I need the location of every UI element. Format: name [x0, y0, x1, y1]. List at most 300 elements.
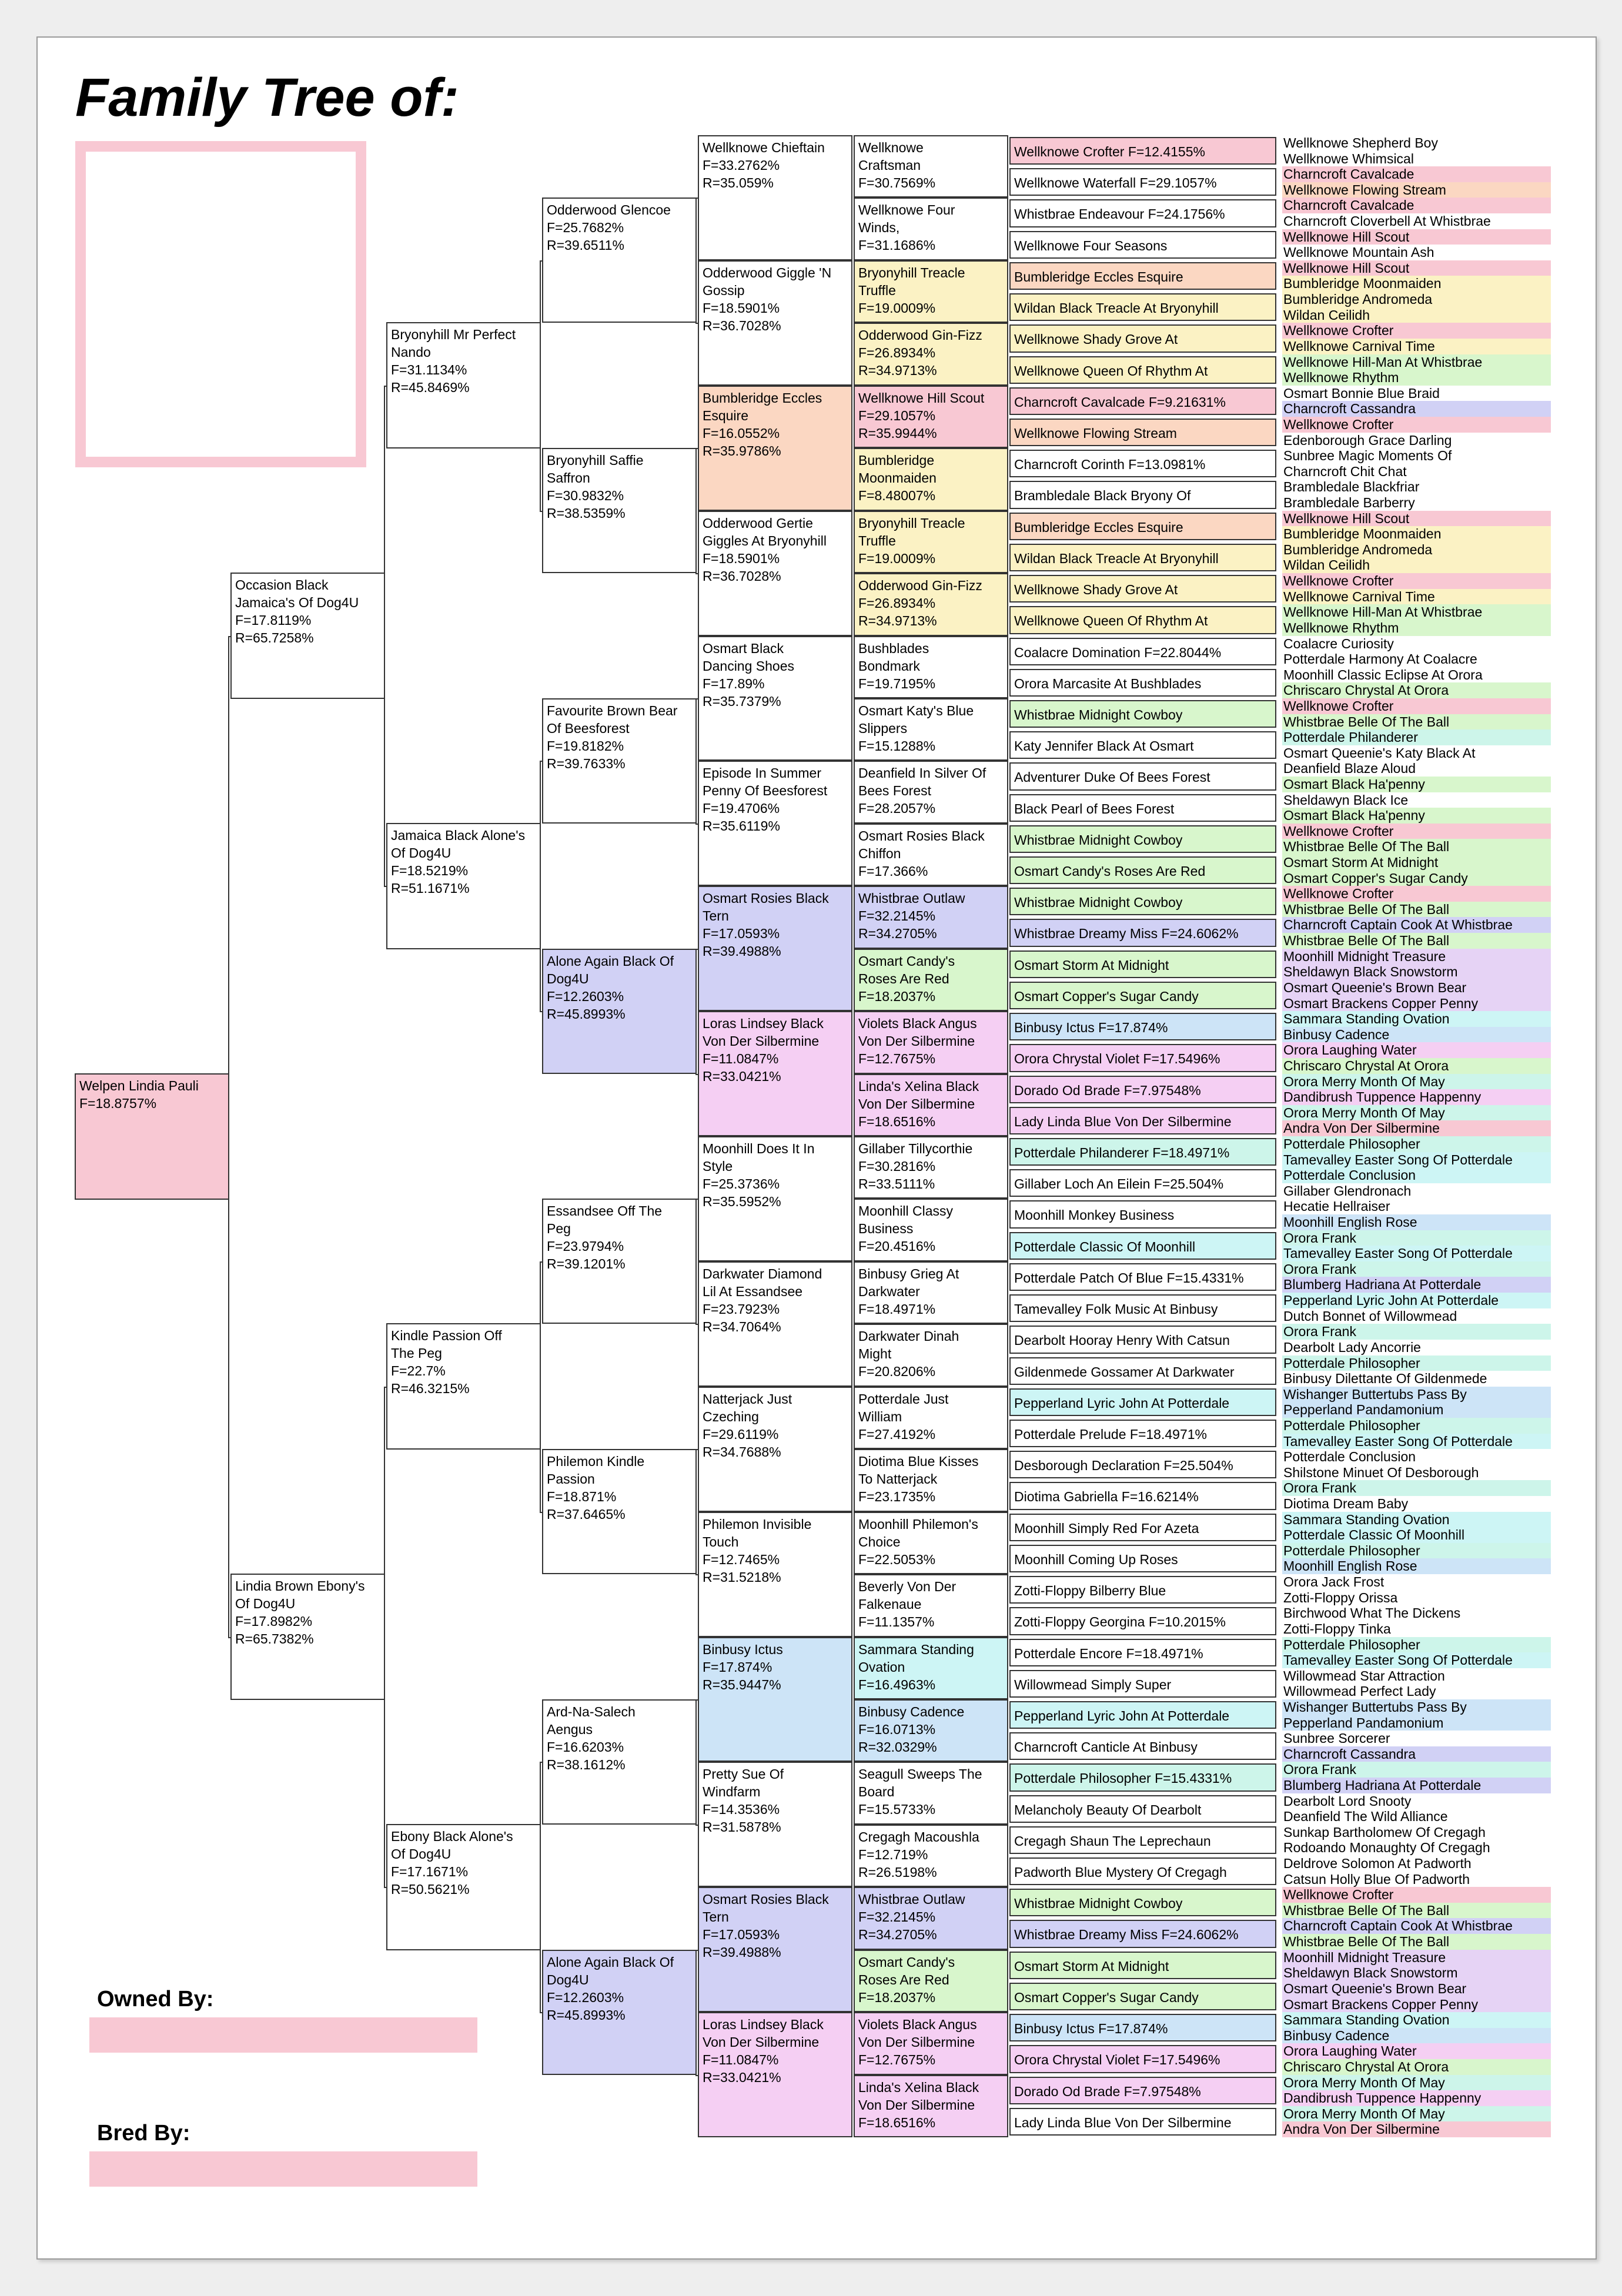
ancestor-gen7-box[interactable]	[1009, 950, 1276, 978]
ancestor-gen8-entry[interactable]: Tamevalley Easter Song Of Potterdale	[1282, 1152, 1551, 1168]
ancestor-gen8-entry[interactable]: Wellknowe Crofter	[1282, 886, 1551, 902]
ancestor-gen7-box[interactable]	[1009, 1107, 1276, 1134]
ancestor-gen5-box[interactable]	[698, 1762, 852, 1887]
ancestor-gen7-box[interactable]	[1009, 1076, 1276, 1103]
ancestor-gen8-entry[interactable]: Moonhill Midnight Treasure	[1282, 949, 1551, 965]
ancestor-gen8-entry[interactable]: Orora Frank	[1282, 1261, 1551, 1277]
ancestor-gen6-box[interactable]	[854, 2075, 1008, 2137]
ancestor-detail: Jamaica Black Alone's	[391, 827, 526, 843]
ancestor-gen8-entry[interactable]: Orora Laughing Water	[1282, 1042, 1551, 1058]
ancestor-gen7-box[interactable]	[1009, 1576, 1276, 1604]
ancestor-detail: F=11.1357%	[858, 1614, 935, 1630]
bred-by-label: Bred By:	[97, 2121, 190, 2146]
ancestor-gen8-entry[interactable]: Potterdale Harmony At Coalacre	[1282, 651, 1551, 667]
ancestor-gen8-entry[interactable]: Chriscaro Chrystal At Orora	[1282, 2059, 1551, 2075]
ancestor-detail: Von Der Silbermine	[858, 2097, 975, 2113]
ancestor-gen8-entry[interactable]: Wellknowe Hill-Man At Whistbrae	[1282, 354, 1551, 370]
ancestor-gen8-entry[interactable]: Wellknowe Flowing Stream	[1282, 182, 1551, 198]
ancestor-gen8-entry[interactable]: Deldrove Solomon At Padworth	[1282, 1856, 1551, 1872]
ancestor-gen8-entry[interactable]: Wellknowe Hill Scout	[1282, 229, 1551, 245]
ancestor-gen5-box[interactable]	[698, 886, 852, 1011]
ancestor-gen5-box[interactable]	[698, 1637, 852, 1762]
ancestor-gen7-box[interactable]	[1009, 387, 1276, 415]
ancestor-gen8-entry[interactable]: Orora Merry Month Of May	[1282, 1074, 1551, 1090]
ancestor-gen6-box[interactable]	[854, 698, 1008, 761]
ancestor-detail: Jamaica's Of Dog4U	[235, 595, 359, 610]
ancestor-gen7-box[interactable]	[1009, 1889, 1276, 1916]
ancestor-gen8-entry[interactable]: Charncroft Captain Cook At Whistbrae	[1282, 1918, 1551, 1934]
ancestor-gen6-box[interactable]	[854, 1887, 1008, 1949]
ancestor-gen8-entry[interactable]: Andra Von Der Silbermine	[1282, 2121, 1551, 2137]
ancestor-gen7-box[interactable]	[1009, 700, 1276, 728]
ancestor-gen5-box[interactable]	[698, 1387, 852, 1512]
ancestor-gen3-box[interactable]	[386, 1323, 541, 1450]
ancestor-gen6-box[interactable]	[854, 386, 1008, 448]
ancestor-gen8-entry[interactable]: Wellknowe Crofter	[1282, 1887, 1551, 1903]
ancestor-gen8-entry[interactable]: Chriscaro Chrystal At Orora	[1282, 682, 1551, 698]
ancestor-name: Whistbrae Dreamy Miss F=24.6062%	[1014, 926, 1239, 942]
ancestor-detail: Von Der Silbermine	[858, 2034, 975, 2050]
ancestor-detail: Binbusy Grieg At	[858, 1266, 959, 1281]
ancestor-detail: F=12.7675%	[858, 1051, 936, 1067]
ancestor-gen7-box[interactable]	[1009, 1013, 1276, 1040]
ancestor-gen6-box[interactable]	[854, 260, 1008, 323]
ancestor-gen3-box[interactable]	[386, 1824, 541, 1950]
ancestor-gen8-entry[interactable]: Blumberg Hadriana At Potterdale	[1282, 1277, 1551, 1293]
ancestor-gen6-box[interactable]	[854, 1324, 1008, 1386]
ancestor-gen8-entry[interactable]: Charncroft Cassandra	[1282, 401, 1551, 417]
ancestor-gen8-entry[interactable]: Wellknowe Rhythm	[1282, 370, 1551, 386]
ancestor-gen7-box[interactable]	[1009, 1388, 1276, 1416]
connector-line	[695, 1199, 697, 1324]
ancestor-gen8-entry[interactable]: Osmart Black Ha'penny	[1282, 808, 1551, 824]
ancestor-gen8-entry[interactable]: Moonhill English Rose	[1282, 1558, 1551, 1574]
ancestor-gen8-entry[interactable]: Wellknowe Shepherd Boy	[1282, 135, 1551, 151]
ancestor-gen5-box[interactable]	[698, 511, 852, 636]
ancestor-gen8-entry[interactable]: Osmart Copper's Sugar Candy	[1282, 871, 1551, 886]
ancestor-gen8-entry[interactable]: Potterdale Conclusion	[1282, 1167, 1551, 1183]
ancestor-gen8-entry[interactable]: Wellknowe Crofter	[1282, 323, 1551, 339]
ancestor-gen8-entry[interactable]: Whistbrae Belle Of The Ball	[1282, 1934, 1551, 1950]
ancestor-gen6-box[interactable]	[854, 824, 1008, 886]
ancestor-gen7-box[interactable]	[1009, 1795, 1276, 1823]
ancestor-gen8-entry[interactable]: Deanfield The Wild Alliance	[1282, 1809, 1551, 1825]
ancestor-gen7-box[interactable]	[1009, 1952, 1276, 1979]
ancestor-gen8-entry[interactable]: Sheldawyn Black Snowstorm	[1282, 964, 1551, 980]
ancestor-detail: F=26.8934%	[858, 345, 936, 361]
ancestor-detail: F=17.0593%	[703, 926, 780, 942]
ancestor-gen7-box[interactable]	[1009, 513, 1276, 540]
ancestor-gen8-entry[interactable]: Potterdale Classic Of Moonhill	[1282, 1527, 1551, 1543]
ancestor-gen7-box[interactable]	[1009, 1514, 1276, 1541]
ancestor-gen5-box[interactable]	[698, 1011, 852, 1136]
ancestor-gen8-entry[interactable]: Brambledale Blackfriar	[1282, 479, 1551, 495]
photo-frame[interactable]	[75, 141, 366, 467]
ancestor-gen8-entry[interactable]: Whistbrae Belle Of The Ball	[1282, 1903, 1551, 1919]
ancestor-gen8-entry[interactable]: Hecatie Hellraiser	[1282, 1199, 1551, 1214]
ancestor-gen8-entry[interactable]: Orora Merry Month Of May	[1282, 2075, 1551, 2091]
ancestor-gen8-entry[interactable]: Brambledale Barberry	[1282, 495, 1551, 511]
ancestor-gen8-entry[interactable]: Wellknowe Crofter	[1282, 573, 1551, 589]
ancestor-gen8-entry[interactable]: Charncroft Captain Cook At Whistbrae	[1282, 917, 1551, 933]
ancestor-detail: R=31.5878%	[703, 1819, 781, 1835]
ancestor-gen8-entry[interactable]: Potterdale Conclusion	[1282, 1449, 1551, 1465]
ancestor-gen7-box[interactable]	[1009, 919, 1276, 946]
ancestor-gen7-box[interactable]	[1009, 1732, 1276, 1760]
ancestor-gen4-box[interactable]	[542, 1699, 697, 1825]
ancestor-gen6-box[interactable]	[854, 1449, 1008, 1511]
ancestor-gen8-entry[interactable]: Sammara Standing Ovation	[1282, 1512, 1551, 1528]
ancestor-gen7-box[interactable]	[1009, 1639, 1276, 1666]
ancestor-gen8-entry[interactable]: Chriscaro Chrystal At Orora	[1282, 1058, 1551, 1074]
ancestor-gen7-box[interactable]	[1009, 794, 1276, 822]
ancestor-gen7-box[interactable]	[1009, 2045, 1276, 2073]
ancestor-gen6-box[interactable]	[854, 198, 1008, 260]
ancestor-gen7-box[interactable]	[1009, 1920, 1276, 1947]
ancestor-gen8-entry[interactable]: Charncroft Cavalcade	[1282, 166, 1551, 182]
ancestor-gen6-box[interactable]	[854, 636, 1008, 698]
ancestor-gen7-box[interactable]	[1009, 1420, 1276, 1447]
ancestor-detail: Essandsee Off The	[547, 1203, 663, 1219]
ancestor-gen6-box[interactable]	[854, 1074, 1008, 1136]
ancestor-detail: R=34.2705%	[858, 1927, 937, 1943]
ancestor-gen8-entry[interactable]: Binbusy Cadence	[1282, 1027, 1551, 1043]
ancestor-gen7-box[interactable]	[1009, 669, 1276, 697]
ancestor-gen8-entry[interactable]: Bumbleridge Moonmaiden	[1282, 526, 1551, 542]
ancestor-gen7-box[interactable]	[1009, 2014, 1276, 2041]
ancestor-gen7-box[interactable]	[1009, 293, 1276, 321]
ancestor-gen8-entry[interactable]: Orora Frank	[1282, 1230, 1551, 1246]
ancestor-gen8-entry[interactable]: Coalacre Curiosity	[1282, 636, 1551, 652]
ancestor-gen7-box[interactable]	[1009, 762, 1276, 790]
ancestor-gen8-entry[interactable]: Wishanger Buttertubs Pass By	[1282, 1387, 1551, 1403]
ancestor-detail: Bondmark	[858, 658, 920, 674]
ancestor-gen8-entry[interactable]: Orora Merry Month Of May	[1282, 1105, 1551, 1121]
ancestor-gen7-box[interactable]	[1009, 1607, 1276, 1635]
ancestor-gen8-entry[interactable]: Diotima Dream Baby	[1282, 1496, 1551, 1512]
ancestor-gen6-box[interactable]	[854, 448, 1008, 510]
ancestor-gen8-entry[interactable]: Wellknowe Whimsical	[1282, 151, 1551, 167]
ancestor-gen6-box[interactable]	[854, 1762, 1008, 1824]
ancestor-gen8-entry[interactable]: Dandibrush Tuppence Happenny	[1282, 2090, 1551, 2106]
ancestor-gen7-box[interactable]	[1009, 825, 1276, 853]
ancestor-gen8-entry[interactable]: Binbusy Cadence	[1282, 2028, 1551, 2044]
ancestor-gen5-box[interactable]	[698, 135, 852, 260]
ancestor-gen8-entry[interactable]: Wellknowe Mountain Ash	[1282, 245, 1551, 260]
connector-line	[695, 198, 697, 323]
ancestor-gen7-box[interactable]	[1009, 1326, 1276, 1353]
ancestor-gen6-box[interactable]	[854, 2012, 1008, 2074]
ancestor-gen7-box[interactable]	[1009, 199, 1276, 227]
ancestor-gen8-entry[interactable]: Orora Merry Month Of May	[1282, 2106, 1551, 2122]
ancestor-gen6-box[interactable]	[854, 1199, 1008, 1261]
ancestor-gen7-box[interactable]	[1009, 1545, 1276, 1572]
ancestor-name: Potterdale Classic Of Moonhill	[1014, 1239, 1196, 1254]
ancestor-detail: Tern	[703, 908, 729, 924]
ancestor-gen6-box[interactable]	[854, 1699, 1008, 1762]
ancestor-gen8-entry[interactable]: Dearbolt Lord Snooty	[1282, 1793, 1551, 1809]
ancestor-gen7-box[interactable]	[1009, 1763, 1276, 1791]
ancestor-detail: F=30.9832%	[547, 488, 624, 504]
ancestor-gen7-box[interactable]	[1009, 1701, 1276, 1729]
ancestor-gen8-entry[interactable]: Tamevalley Easter Song Of Potterdale	[1282, 1652, 1551, 1668]
ancestor-gen8-entry[interactable]: Catsun Holly Blue Of Padworth	[1282, 1872, 1551, 1887]
ancestor-gen7-box[interactable]	[1009, 450, 1276, 477]
ancestor-gen6-box[interactable]	[854, 1574, 1008, 1636]
ancestor-gen4-box[interactable]	[542, 949, 697, 1074]
ancestor-gen7-box[interactable]	[1009, 1670, 1276, 1698]
ancestor-gen8-entry[interactable]: Bumbleridge Andromeda	[1282, 292, 1551, 307]
ancestor-gen7-box[interactable]	[1009, 1294, 1276, 1322]
ancestor-gen8-entry[interactable]: Gillaber Glendronach	[1282, 1183, 1551, 1199]
ancestor-gen2-box[interactable]	[230, 573, 385, 699]
ancestor-gen8-entry[interactable]: Potterdale Philosopher	[1282, 1355, 1551, 1371]
ancestor-gen5-box[interactable]	[698, 1887, 852, 2012]
ancestor-gen8-entry[interactable]: Charncroft Cassandra	[1282, 1746, 1551, 1762]
ancestor-gen8-entry[interactable]: Tamevalley Easter Song Of Potterdale	[1282, 1434, 1551, 1450]
ancestor-gen8-entry[interactable]: Charncroft Chit Chat	[1282, 464, 1551, 480]
ancestor-detail: F=31.1134%	[391, 362, 467, 378]
ancestor-detail: Ard-Na-Salech	[547, 1703, 636, 1719]
ancestor-detail: F=12.719%	[858, 1846, 928, 1862]
ancestor-gen8-entry[interactable]: Osmart Brackens Copper Penny	[1282, 1997, 1551, 2013]
ancestor-gen8-entry[interactable]: Moonhill Classic Eclipse At Orora	[1282, 667, 1551, 683]
ancestor-gen8-entry[interactable]: Blumberg Hadriana At Potterdale	[1282, 1778, 1551, 1793]
ancestor-gen8-entry[interactable]: Rodoando Monaughty Of Cregagh	[1282, 1840, 1551, 1856]
ancestor-gen8-entry[interactable]: Osmart Queenie's Brown Bear	[1282, 980, 1551, 996]
ancestor-gen7-box[interactable]	[1009, 888, 1276, 915]
ancestor-detail: Darkwater	[858, 1283, 920, 1299]
ancestor-gen8-entry[interactable]: Whistbrae Belle Of The Ball	[1282, 839, 1551, 855]
ancestor-gen2-box[interactable]	[230, 1574, 385, 1700]
ancestor-gen7-box[interactable]	[1009, 544, 1276, 571]
ancestor-gen7-box[interactable]	[1009, 231, 1276, 259]
ancestor-gen6-box[interactable]	[854, 949, 1008, 1011]
ancestor-gen8-entry[interactable]: Wellknowe Carnival Time	[1282, 339, 1551, 354]
ancestor-gen6-box[interactable]	[854, 511, 1008, 573]
ancestor-gen8-entry[interactable]: Whistbrae Belle Of The Ball	[1282, 714, 1551, 730]
ancestor-detail: Bees Forest	[858, 783, 931, 799]
ancestor-name: Pepperland Lyric John At Potterdale	[1014, 1395, 1230, 1411]
ancestor-gen6-box[interactable]	[854, 1261, 1008, 1324]
ancestor-gen8-entry[interactable]: Charncroft Cavalcade	[1282, 198, 1551, 213]
ancestor-gen8-entry[interactable]: Potterdale Philosopher	[1282, 1418, 1551, 1434]
ancestor-gen7-box[interactable]	[1009, 1044, 1276, 1072]
ancestor-gen8-entry[interactable]: Osmart Queenie's Brown Bear	[1282, 1981, 1551, 1997]
ancestor-gen5-box[interactable]	[698, 260, 852, 386]
ancestor-gen8-entry[interactable]: Wellknowe Hill-Man At Whistbrae	[1282, 604, 1551, 620]
ancestor-detail: Saffron	[547, 470, 590, 486]
ancestor-gen5-box[interactable]	[698, 1261, 852, 1387]
ancestor-gen8-entry[interactable]: Sunbree Sorcerer	[1282, 1731, 1551, 1746]
ancestor-name: Osmart Storm At Midnight	[1014, 1958, 1169, 1974]
ancestor-gen7-box[interactable]	[1009, 1138, 1276, 1166]
ancestor-gen8-entry[interactable]: Dearbolt Lady Ancorrie	[1282, 1340, 1551, 1355]
ancestor-gen8-entry[interactable]: Wildan Ceilidh	[1282, 557, 1551, 573]
ancestor-gen8-entry[interactable]: Wellknowe Rhythm	[1282, 620, 1551, 636]
ancestor-gen8-entry[interactable]: Osmart Brackens Copper Penny	[1282, 996, 1551, 1012]
ancestor-gen6-box[interactable]	[854, 1512, 1008, 1574]
ancestor-gen8-entry[interactable]: Willowmead Perfect Lady	[1282, 1683, 1551, 1699]
ancestor-gen7-box[interactable]	[1009, 2108, 1276, 2136]
ancestor-gen8-entry[interactable]: Wellknowe Crofter	[1282, 417, 1551, 433]
ancestor-gen8-entry[interactable]: Sammara Standing Ovation	[1282, 2012, 1551, 2028]
ancestor-gen7-box[interactable]	[1009, 2077, 1276, 2104]
ancestor-gen4-box[interactable]	[542, 1199, 697, 1324]
ancestor-gen8-entry[interactable]: Wildan Ceilidh	[1282, 307, 1551, 323]
ancestor-name: Binbusy Ictus F=17.874%	[1014, 2021, 1168, 2037]
ancestor-gen7-box[interactable]	[1009, 856, 1276, 884]
ancestor-gen4-box[interactable]	[542, 698, 697, 824]
ancestor-gen8-entry[interactable]: Moonhill English Rose	[1282, 1214, 1551, 1230]
ancestor-gen8-entry[interactable]: Bumbleridge Moonmaiden	[1282, 276, 1551, 292]
ancestor-gen8-entry[interactable]: Birchwood What The Dickens	[1282, 1605, 1551, 1621]
ancestor-gen7-box[interactable]	[1009, 1482, 1276, 1510]
ancestor-gen6-box[interactable]	[854, 1950, 1008, 2012]
ancestor-gen6-box[interactable]	[854, 761, 1008, 823]
ancestor-gen8-entry[interactable]: Tamevalley Easter Song Of Potterdale	[1282, 1246, 1551, 1261]
ancestor-gen4-box[interactable]	[542, 198, 697, 323]
ancestor-gen6-box[interactable]	[854, 1637, 1008, 1699]
ancestor-gen8-entry[interactable]: Wellknowe Hill Scout	[1282, 511, 1551, 527]
ancestor-detail: F=22.5053%	[858, 1551, 936, 1567]
ancestor-gen8-entry[interactable]: Wishanger Buttertubs Pass By	[1282, 1699, 1551, 1715]
ancestor-gen8-entry[interactable]: Wellknowe Crofter	[1282, 698, 1551, 714]
ancestor-gen7-box[interactable]	[1009, 419, 1276, 446]
ancestor-gen8-entry[interactable]: Orora Frank	[1282, 1480, 1551, 1496]
ancestor-gen8-entry[interactable]: Moonhill Midnight Treasure	[1282, 1950, 1551, 1966]
ancestor-gen8-entry[interactable]: Willowmead Star Attraction	[1282, 1668, 1551, 1684]
bred-by-field[interactable]	[89, 2151, 477, 2187]
ancestor-gen8-entry[interactable]: Sunbree Magic Moments Of	[1282, 448, 1551, 464]
ancestor-gen8-entry[interactable]: Edenborough Grace Darling	[1282, 433, 1551, 449]
ancestor-gen6-box[interactable]	[854, 573, 1008, 635]
subject-dog-box[interactable]	[75, 1073, 229, 1200]
ancestor-gen8-entry[interactable]: Charncroft Cloverbell At Whistbrae	[1282, 213, 1551, 229]
ancestor-name: Osmart Storm At Midnight	[1014, 957, 1169, 973]
ancestor-gen8-entry[interactable]: Orora Frank	[1282, 1324, 1551, 1340]
ancestor-gen8-entry[interactable]: Potterdale Philosopher	[1282, 1136, 1551, 1152]
ancestor-gen7-box[interactable]	[1009, 606, 1276, 634]
ancestor-detail: Wellknowe Four	[858, 202, 955, 218]
ancestor-gen6-box[interactable]	[854, 323, 1008, 385]
ancestor-gen7-box[interactable]	[1009, 982, 1276, 1009]
ancestor-gen8-entry[interactable]: Pepperland Lyric John At Potterdale	[1282, 1293, 1551, 1308]
ancestor-detail: F=14.3536%	[703, 1802, 780, 1818]
ancestor-gen7-box[interactable]	[1009, 638, 1276, 665]
ancestor-gen8-entry[interactable]: Dutch Bonnet of Willowmead	[1282, 1308, 1551, 1324]
ancestor-gen5-box[interactable]	[698, 1136, 852, 1261]
ancestor-gen7-box[interactable]	[1009, 1983, 1276, 2010]
ancestor-gen7-box[interactable]	[1009, 324, 1276, 352]
ancestor-gen8-entry[interactable]: Whistbrae Belle Of The Ball	[1282, 933, 1551, 949]
ancestor-name: Moonhill Monkey Business	[1014, 1207, 1175, 1223]
ancestor-gen8-entry[interactable]: Wellknowe Crofter	[1282, 824, 1551, 839]
ancestor-gen6-box[interactable]	[854, 1011, 1008, 1073]
ancestor-detail: To Natterjack	[858, 1471, 938, 1487]
ancestor-gen8-entry[interactable]: Orora Frank	[1282, 1762, 1551, 1778]
ancestor-gen7-box[interactable]	[1009, 1200, 1276, 1228]
ancestor-gen8-entry[interactable]: Wellknowe Carnival Time	[1282, 589, 1551, 605]
ancestor-gen6-box[interactable]	[854, 886, 1008, 948]
ancestor-gen3-box[interactable]	[386, 322, 541, 449]
ancestor-gen8-entry[interactable]: Pepperland Pandamonium	[1282, 1402, 1551, 1418]
ancestor-gen7-box[interactable]	[1009, 1232, 1276, 1260]
ancestor-gen8-entry[interactable]: Potterdale Philosopher	[1282, 1637, 1551, 1653]
ancestor-gen6-box[interactable]	[854, 1387, 1008, 1449]
owned-by-field[interactable]	[89, 2017, 477, 2053]
ancestor-gen8-entry[interactable]: Pepperland Pandamonium	[1282, 1715, 1551, 1731]
ancestor-gen6-box[interactable]	[854, 1136, 1008, 1199]
ancestor-gen7-box[interactable]	[1009, 1357, 1276, 1385]
ancestor-gen7-box[interactable]	[1009, 356, 1276, 384]
ancestor-gen8-entry[interactable]: Shilstone Minuet Of Desborough	[1282, 1465, 1551, 1481]
ancestor-detail: Moonmaiden	[858, 470, 937, 486]
ancestor-gen8-entry[interactable]: Osmart Queenie's Katy Black At	[1282, 745, 1551, 761]
ancestor-gen7-box[interactable]	[1009, 262, 1276, 290]
ancestor-gen8-entry[interactable]: Orora Jack Frost	[1282, 1574, 1551, 1590]
ancestor-gen3-box[interactable]	[386, 823, 541, 949]
ancestor-gen8-entry[interactable]: Potterdale Philosopher	[1282, 1543, 1551, 1559]
ancestor-gen8-entry[interactable]: Deanfield Blaze Aloud	[1282, 761, 1551, 777]
ancestor-gen5-box[interactable]	[698, 1512, 852, 1637]
ancestor-gen7-box[interactable]	[1009, 1451, 1276, 1478]
ancestor-gen7-box[interactable]	[1009, 1263, 1276, 1291]
ancestor-gen8-entry[interactable]: Zotti-Floppy Tinka	[1282, 1621, 1551, 1637]
ancestor-gen7-box[interactable]	[1009, 575, 1276, 603]
ancestor-gen8-entry[interactable]: Orora Laughing Water	[1282, 2043, 1551, 2059]
ancestor-gen7-box[interactable]	[1009, 1169, 1276, 1197]
ancestor-gen4-box[interactable]	[542, 1950, 697, 2075]
ancestor-gen7-box[interactable]	[1009, 1826, 1276, 1854]
ancestor-gen4-box[interactable]	[542, 1449, 697, 1574]
ancestor-gen8-entry[interactable]: Potterdale Philanderer	[1282, 729, 1551, 745]
ancestor-gen8-entry[interactable]: Sunkap Bartholomew Of Cregagh	[1282, 1825, 1551, 1840]
ancestor-gen7-box[interactable]	[1009, 168, 1276, 196]
ancestor-gen8-entry[interactable]: Andra Von Der Silbermine	[1282, 1120, 1551, 1136]
ancestor-gen6-box[interactable]	[854, 1825, 1008, 1887]
ancestor-name: Katy Jennifer Black At Osmart	[1014, 738, 1194, 754]
ancestor-gen5-box[interactable]	[698, 386, 852, 511]
ancestor-gen8-entry[interactable]: Bumbleridge Andromeda	[1282, 542, 1551, 558]
ancestor-gen8-entry[interactable]: Wellknowe Hill Scout	[1282, 260, 1551, 276]
ancestor-gen7-box[interactable]	[1009, 1857, 1276, 1885]
ancestor-gen8-entry[interactable]: Sammara Standing Ovation	[1282, 1011, 1551, 1027]
ancestor-detail: R=38.5359%	[547, 506, 626, 521]
ancestor-gen4-box[interactable]	[542, 448, 697, 573]
ancestor-detail: Lindia Brown Ebony's	[235, 1578, 365, 1594]
ancestor-gen8-entry[interactable]: Whistbrae Belle Of The Ball	[1282, 902, 1551, 918]
ancestor-gen8-entry[interactable]: Osmart Storm At Midnight	[1282, 855, 1551, 871]
ancestor-gen7-box[interactable]	[1009, 481, 1276, 508]
ancestor-gen7-box[interactable]	[1009, 137, 1276, 165]
ancestor-name: Orora Chrystal Violet F=17.5496%	[1014, 1051, 1220, 1067]
ancestor-gen8-entry[interactable]: Osmart Bonnie Blue Braid	[1282, 386, 1551, 401]
ancestor-gen5-box[interactable]	[698, 2012, 852, 2137]
ancestor-gen7-box[interactable]	[1009, 731, 1276, 759]
ancestor-gen5-box[interactable]	[698, 636, 852, 761]
ancestor-detail: Czeching	[703, 1408, 759, 1424]
ancestor-gen8-entry[interactable]: Zotti-Floppy Orissa	[1282, 1590, 1551, 1606]
ancestor-gen8-entry[interactable]: Binbusy Dilettante Of Gildenmede	[1282, 1371, 1551, 1387]
ancestor-gen8-entry[interactable]: Sheldawyn Black Ice	[1282, 792, 1551, 808]
ancestor-gen8-entry[interactable]: Osmart Black Ha'penny	[1282, 777, 1551, 792]
ancestor-gen6-box[interactable]	[854, 135, 1008, 198]
ancestor-detail: R=39.1201%	[547, 1256, 626, 1272]
ancestor-gen8-entry[interactable]: Sheldawyn Black Snowstorm	[1282, 1965, 1551, 1981]
ancestor-gen5-box[interactable]	[698, 761, 852, 886]
ancestor-gen8-entry[interactable]: Dandibrush Tuppence Happenny	[1282, 1089, 1551, 1105]
